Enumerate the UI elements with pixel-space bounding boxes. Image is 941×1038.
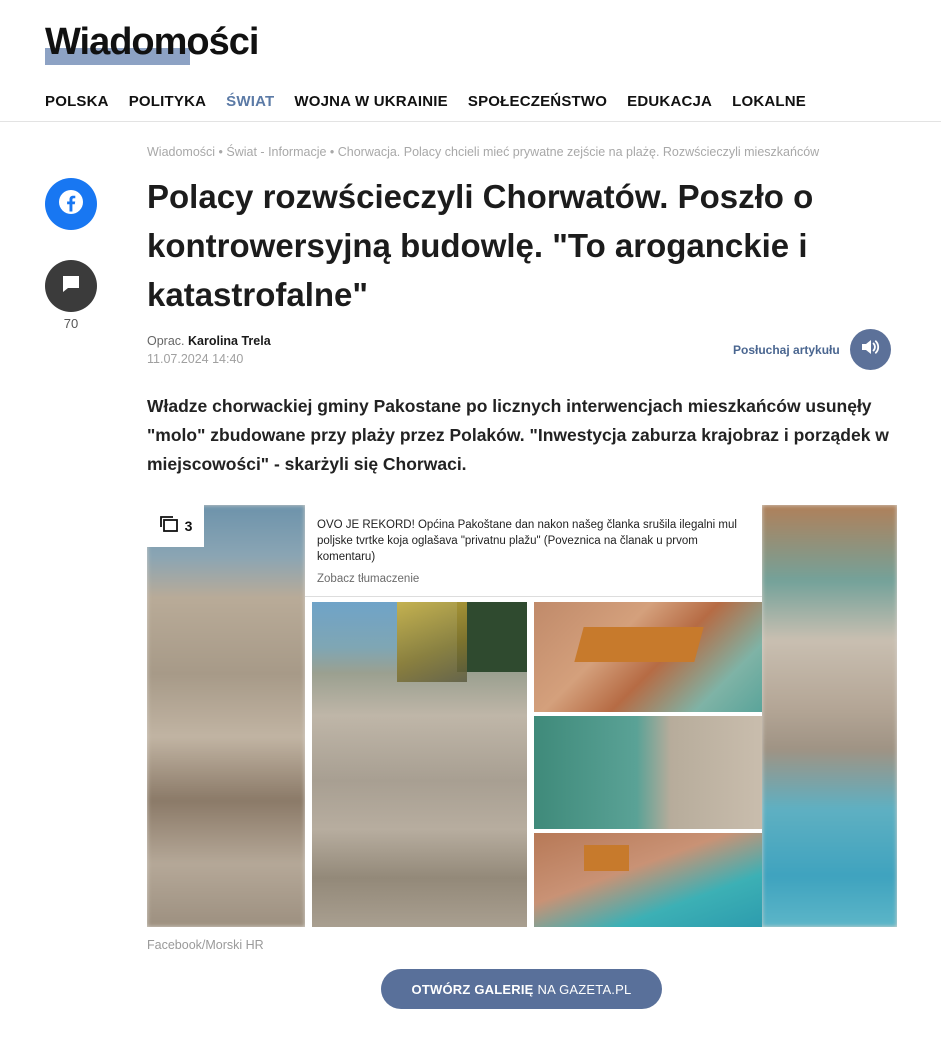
publish-date: 11.07.2024 14:40 — [147, 352, 244, 366]
translate-link: Zobacz tłumaczenie — [317, 573, 420, 585]
listen-button[interactable] — [850, 329, 891, 370]
cta-rest-text: NA GAZETA.PL — [537, 981, 632, 997]
facebook-share-button[interactable] — [45, 178, 97, 230]
facebook-icon — [58, 189, 84, 220]
nav-item-polityka[interactable]: POLITYKA — [128, 93, 207, 110]
site-logo[interactable] — [45, 20, 258, 64]
nav-item-lokalne[interactable]: LOKALNE — [732, 93, 806, 110]
listen-article[interactable] — [733, 329, 891, 370]
nav-item-polska[interactable]: POLSKA — [45, 93, 109, 110]
listen-label[interactable]: Posłuchaj artykułu — [733, 342, 840, 357]
comment-icon — [60, 273, 82, 300]
speaker-icon — [860, 337, 880, 362]
photo-platform — [534, 602, 762, 712]
gallery-count-badge[interactable] — [147, 505, 204, 547]
post-divider — [305, 596, 762, 597]
main-nav — [45, 92, 826, 112]
social-column — [45, 178, 97, 331]
open-gallery-button[interactable] — [381, 969, 662, 1009]
gallery-image[interactable] — [147, 505, 897, 927]
gallery-count: 3 — [184, 518, 193, 534]
breadcrumb[interactable]: Wiadomości • Świat - Informacje • Chorwacja. Polacy chcieli mieć prywatne zejście na plażę. Rozwścieczyli mieszkańców — [147, 145, 820, 159]
facebook-post-screenshot — [305, 505, 762, 927]
photo-beach — [534, 833, 762, 927]
gallery-blur-right — [762, 505, 897, 927]
cta-bold-text: OTWÓRZ GALERIĘ — [411, 981, 534, 997]
facebook-post-text: OVO JE REKORD! Općina Pakoštane dan nakon našeg članka srušila ilegalni mul poljske tvrtke koja oglašava "privatnu plažu" (Poveznica na članak u prvom komentaru) — [317, 519, 737, 563]
photo-rocks — [534, 716, 762, 829]
nav-item-swiat[interactable]: ŚWIAT — [226, 93, 275, 110]
author-name[interactable]: Karolina Trela — [188, 334, 271, 348]
nav-item-wojna-w-ukrainie[interactable]: WOJNA W UKRAINIE — [294, 93, 448, 110]
article-headline: Polacy rozwścieczyli Chorwatów. Poszło o kontrowersyjną budowlę. "To aroganckie i katastrofalne" — [147, 178, 814, 313]
byline-prefix: Oprac. — [147, 334, 185, 348]
gallery-blur-left — [147, 505, 305, 927]
comments-button[interactable] — [45, 260, 97, 312]
gallery-stack-icon — [159, 515, 179, 538]
byline — [147, 334, 271, 366]
nav-item-spoleczenstwo[interactable]: SPOŁECZEŃSTWO — [467, 93, 608, 110]
nav-item-edukacja[interactable]: EDUKACJA — [627, 93, 713, 110]
excavator-shape — [397, 602, 467, 682]
comment-count: 70 — [63, 316, 79, 331]
article-lead: Władze chorwackiej gminy Pakostane po licznych interwencjach mieszkańców usunęły "molo" zbudowane przy plaży przez Polaków. "Inwestycja zaburza krajobraz i porządek w miejscowości" - skarżyli się Chorwaci. — [147, 396, 889, 474]
photo-caption: Facebook/Morski HR — [147, 938, 264, 952]
nav-divider — [0, 121, 941, 122]
logo-text: Wiadomości — [45, 21, 259, 63]
photo-demolition — [312, 602, 527, 927]
